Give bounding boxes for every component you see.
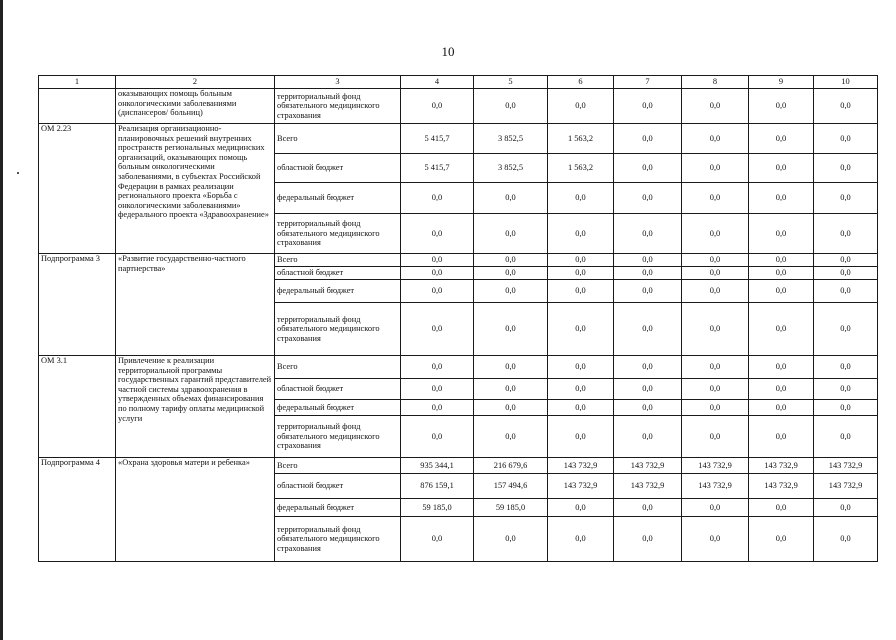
value-cell: 0,0 xyxy=(814,416,878,458)
value-cell: 0,0 xyxy=(682,303,749,356)
value-cell: 0,0 xyxy=(401,416,474,458)
value-cell: 0,0 xyxy=(614,267,682,280)
funding-source: федеральный бюджет xyxy=(275,499,401,517)
value-cell: 0,0 xyxy=(614,356,682,379)
row-code: ОМ 2.23 xyxy=(39,124,116,254)
value-cell: 0,0 xyxy=(682,416,749,458)
value-cell: 0,0 xyxy=(814,517,878,562)
funding-source: территориальный фонд обязательного медицинского страхования xyxy=(275,214,401,254)
value-cell: 0,0 xyxy=(749,214,814,254)
header-cell: 8 xyxy=(682,76,749,89)
table-row xyxy=(39,458,878,474)
table-row xyxy=(39,124,878,154)
value-cell: 0,0 xyxy=(682,280,749,303)
funding-source: территориальный фонд обязательного медицинского страхования xyxy=(275,416,401,458)
table-row xyxy=(39,89,878,124)
value-cell: 0,0 xyxy=(682,499,749,517)
value-cell: 0,0 xyxy=(474,517,548,562)
value-cell: 0,0 xyxy=(548,303,614,356)
page-number: 10 xyxy=(441,44,455,59)
value-cell: 5 415,7 xyxy=(401,124,474,154)
header-cell: 4 xyxy=(401,76,474,89)
header-cell: 9 xyxy=(749,76,814,89)
value-cell: 0,0 xyxy=(401,267,474,280)
value-cell: 876 159,1 xyxy=(401,474,474,499)
funding-source: Всего xyxy=(275,356,401,379)
funding-source: Всего xyxy=(275,254,401,267)
value-cell: 0,0 xyxy=(749,303,814,356)
value-cell: 0,0 xyxy=(401,303,474,356)
value-cell: 0,0 xyxy=(682,267,749,280)
value-cell: 0,0 xyxy=(401,379,474,400)
value-cell: 216 679,6 xyxy=(474,458,548,474)
scan-edge-line xyxy=(0,0,3,640)
value-cell: 0,0 xyxy=(749,400,814,416)
value-cell: 0,0 xyxy=(401,214,474,254)
value-cell: 0,0 xyxy=(814,124,878,154)
value-cell: 0,0 xyxy=(401,400,474,416)
value-cell: 0,0 xyxy=(814,154,878,183)
value-cell: 0,0 xyxy=(548,280,614,303)
funding-source: областной бюджет xyxy=(275,474,401,499)
value-cell: 0,0 xyxy=(682,254,749,267)
value-cell: 0,0 xyxy=(548,400,614,416)
funding-source: федеральный бюджет xyxy=(275,400,401,416)
value-cell: 0,0 xyxy=(548,214,614,254)
header-cell: 1 xyxy=(39,76,116,89)
value-cell: 1 563,2 xyxy=(548,124,614,154)
value-cell: 0,0 xyxy=(749,416,814,458)
value-cell: 143 732,9 xyxy=(749,474,814,499)
value-cell: 143 732,9 xyxy=(682,458,749,474)
value-cell: 5 415,7 xyxy=(401,154,474,183)
value-cell: 0,0 xyxy=(814,89,878,124)
value-cell: 0,0 xyxy=(814,303,878,356)
header-cell: 5 xyxy=(474,76,548,89)
value-cell: 0,0 xyxy=(548,356,614,379)
value-cell: 0,0 xyxy=(682,517,749,562)
value-cell: 0,0 xyxy=(614,400,682,416)
scan-speck xyxy=(17,172,19,174)
value-cell: 0,0 xyxy=(474,356,548,379)
row-name: оказывающих помощь больным онкологическими заболеваниями (диспансеров/ больниц) xyxy=(116,89,275,124)
value-cell: 143 732,9 xyxy=(682,474,749,499)
value-cell: 0,0 xyxy=(749,280,814,303)
value-cell: 0,0 xyxy=(814,400,878,416)
row-code: Подпрограмма 4 xyxy=(39,458,116,562)
value-cell: 0,0 xyxy=(814,183,878,214)
value-cell: 0,0 xyxy=(474,400,548,416)
value-cell: 0,0 xyxy=(548,416,614,458)
value-cell: 0,0 xyxy=(548,254,614,267)
value-cell: 143 732,9 xyxy=(548,458,614,474)
header-cell: 7 xyxy=(614,76,682,89)
row-name: «Охрана здоровья матери и ребенка» xyxy=(116,458,275,562)
value-cell: 0,0 xyxy=(749,254,814,267)
value-cell: 0,0 xyxy=(814,267,878,280)
value-cell: 0,0 xyxy=(401,356,474,379)
value-cell: 0,0 xyxy=(548,267,614,280)
funding-source: областной бюджет xyxy=(275,379,401,400)
value-cell: 0,0 xyxy=(682,89,749,124)
row-name: Привлечение к реализации территориальной программы государственных гарантий представителей частной системы здравоохранения в утвержденных объемах финансирования по полному тарифу оплаты медицинской услуги xyxy=(116,356,275,458)
value-cell: 0,0 xyxy=(614,89,682,124)
header-cell: 3 xyxy=(275,76,401,89)
value-cell: 0,0 xyxy=(749,356,814,379)
value-cell: 0,0 xyxy=(814,499,878,517)
value-cell: 0,0 xyxy=(682,214,749,254)
value-cell: 0,0 xyxy=(749,89,814,124)
value-cell: 0,0 xyxy=(474,254,548,267)
funding-source: Всего xyxy=(275,124,401,154)
value-cell: 0,0 xyxy=(682,154,749,183)
value-cell: 0,0 xyxy=(474,214,548,254)
table-row xyxy=(39,254,878,267)
value-cell: 0,0 xyxy=(749,267,814,280)
value-cell: 0,0 xyxy=(474,89,548,124)
value-cell: 0,0 xyxy=(814,356,878,379)
value-cell: 0,0 xyxy=(401,280,474,303)
value-cell: 0,0 xyxy=(682,379,749,400)
funding-table xyxy=(38,75,878,562)
funding-source: федеральный бюджет xyxy=(275,183,401,214)
value-cell: 0,0 xyxy=(614,303,682,356)
row-name: «Развитие государственно-частного партнерства» xyxy=(116,254,275,356)
value-cell: 0,0 xyxy=(614,379,682,400)
value-cell: 0,0 xyxy=(548,517,614,562)
header-cell: 10 xyxy=(814,76,878,89)
value-cell: 0,0 xyxy=(614,214,682,254)
value-cell: 0,0 xyxy=(474,416,548,458)
value-cell: 0,0 xyxy=(749,124,814,154)
value-cell: 0,0 xyxy=(614,154,682,183)
value-cell: 59 185,0 xyxy=(401,499,474,517)
value-cell: 0,0 xyxy=(548,89,614,124)
value-cell: 1 563,2 xyxy=(548,154,614,183)
funding-source: областной бюджет xyxy=(275,154,401,183)
value-cell: 0,0 xyxy=(614,254,682,267)
value-cell: 143 732,9 xyxy=(614,458,682,474)
value-cell: 0,0 xyxy=(401,517,474,562)
funding-source: областной бюджет xyxy=(275,267,401,280)
value-cell: 0,0 xyxy=(814,280,878,303)
value-cell: 0,0 xyxy=(474,183,548,214)
value-cell: 0,0 xyxy=(614,416,682,458)
funding-source: Всего xyxy=(275,458,401,474)
funding-source: территориальный фонд обязательного медицинского страхования xyxy=(275,303,401,356)
header-cell: 2 xyxy=(116,76,275,89)
header-row xyxy=(39,76,878,89)
value-cell: 0,0 xyxy=(548,379,614,400)
value-cell: 935 344,1 xyxy=(401,458,474,474)
value-cell: 0,0 xyxy=(614,183,682,214)
value-cell: 157 494,6 xyxy=(474,474,548,499)
funding-source: территориальный фонд обязательного медицинского страхования xyxy=(275,517,401,562)
value-cell: 0,0 xyxy=(401,254,474,267)
value-cell: 0,0 xyxy=(814,214,878,254)
value-cell: 0,0 xyxy=(401,183,474,214)
value-cell: 0,0 xyxy=(548,499,614,517)
row-code: ОМ 3.1 xyxy=(39,356,116,458)
value-cell: 143 732,9 xyxy=(749,458,814,474)
value-cell: 0,0 xyxy=(614,124,682,154)
value-cell: 0,0 xyxy=(814,254,878,267)
funding-source: территориальный фонд обязательного медицинского страхования xyxy=(275,89,401,124)
value-cell: 3 852,5 xyxy=(474,124,548,154)
value-cell: 3 852,5 xyxy=(474,154,548,183)
header-cell: 6 xyxy=(548,76,614,89)
value-cell: 59 185,0 xyxy=(474,499,548,517)
row-code xyxy=(39,89,116,124)
value-cell: 0,0 xyxy=(749,183,814,214)
table-row xyxy=(39,356,878,379)
value-cell: 143 732,9 xyxy=(814,474,878,499)
value-cell: 0,0 xyxy=(474,267,548,280)
value-cell: 0,0 xyxy=(614,517,682,562)
value-cell: 0,0 xyxy=(474,379,548,400)
value-cell: 0,0 xyxy=(749,154,814,183)
value-cell: 0,0 xyxy=(682,183,749,214)
value-cell: 0,0 xyxy=(474,280,548,303)
value-cell: 0,0 xyxy=(814,379,878,400)
row-name: Реализация организационно-планировочных решений внутренних пространств региональных медицинских организаций, оказывающих помощь больным онкологическими заболеваниями, в субъектах Российской Федерации в рамках реализации регионального проекта «Борьба с онкологическими заболеваниями» федерального проекта «Здравоохранение» xyxy=(116,124,275,254)
value-cell: 0,0 xyxy=(682,356,749,379)
value-cell: 143 732,9 xyxy=(614,474,682,499)
value-cell: 143 732,9 xyxy=(548,474,614,499)
value-cell: 0,0 xyxy=(614,280,682,303)
value-cell: 0,0 xyxy=(401,89,474,124)
row-code: Подпрограмма 3 xyxy=(39,254,116,356)
funding-source: федеральный бюджет xyxy=(275,280,401,303)
value-cell: 0,0 xyxy=(614,499,682,517)
value-cell: 0,0 xyxy=(474,303,548,356)
value-cell: 0,0 xyxy=(749,499,814,517)
value-cell: 0,0 xyxy=(749,379,814,400)
value-cell: 0,0 xyxy=(548,183,614,214)
value-cell: 0,0 xyxy=(749,517,814,562)
value-cell: 143 732,9 xyxy=(814,458,878,474)
value-cell: 0,0 xyxy=(682,400,749,416)
value-cell: 0,0 xyxy=(682,124,749,154)
